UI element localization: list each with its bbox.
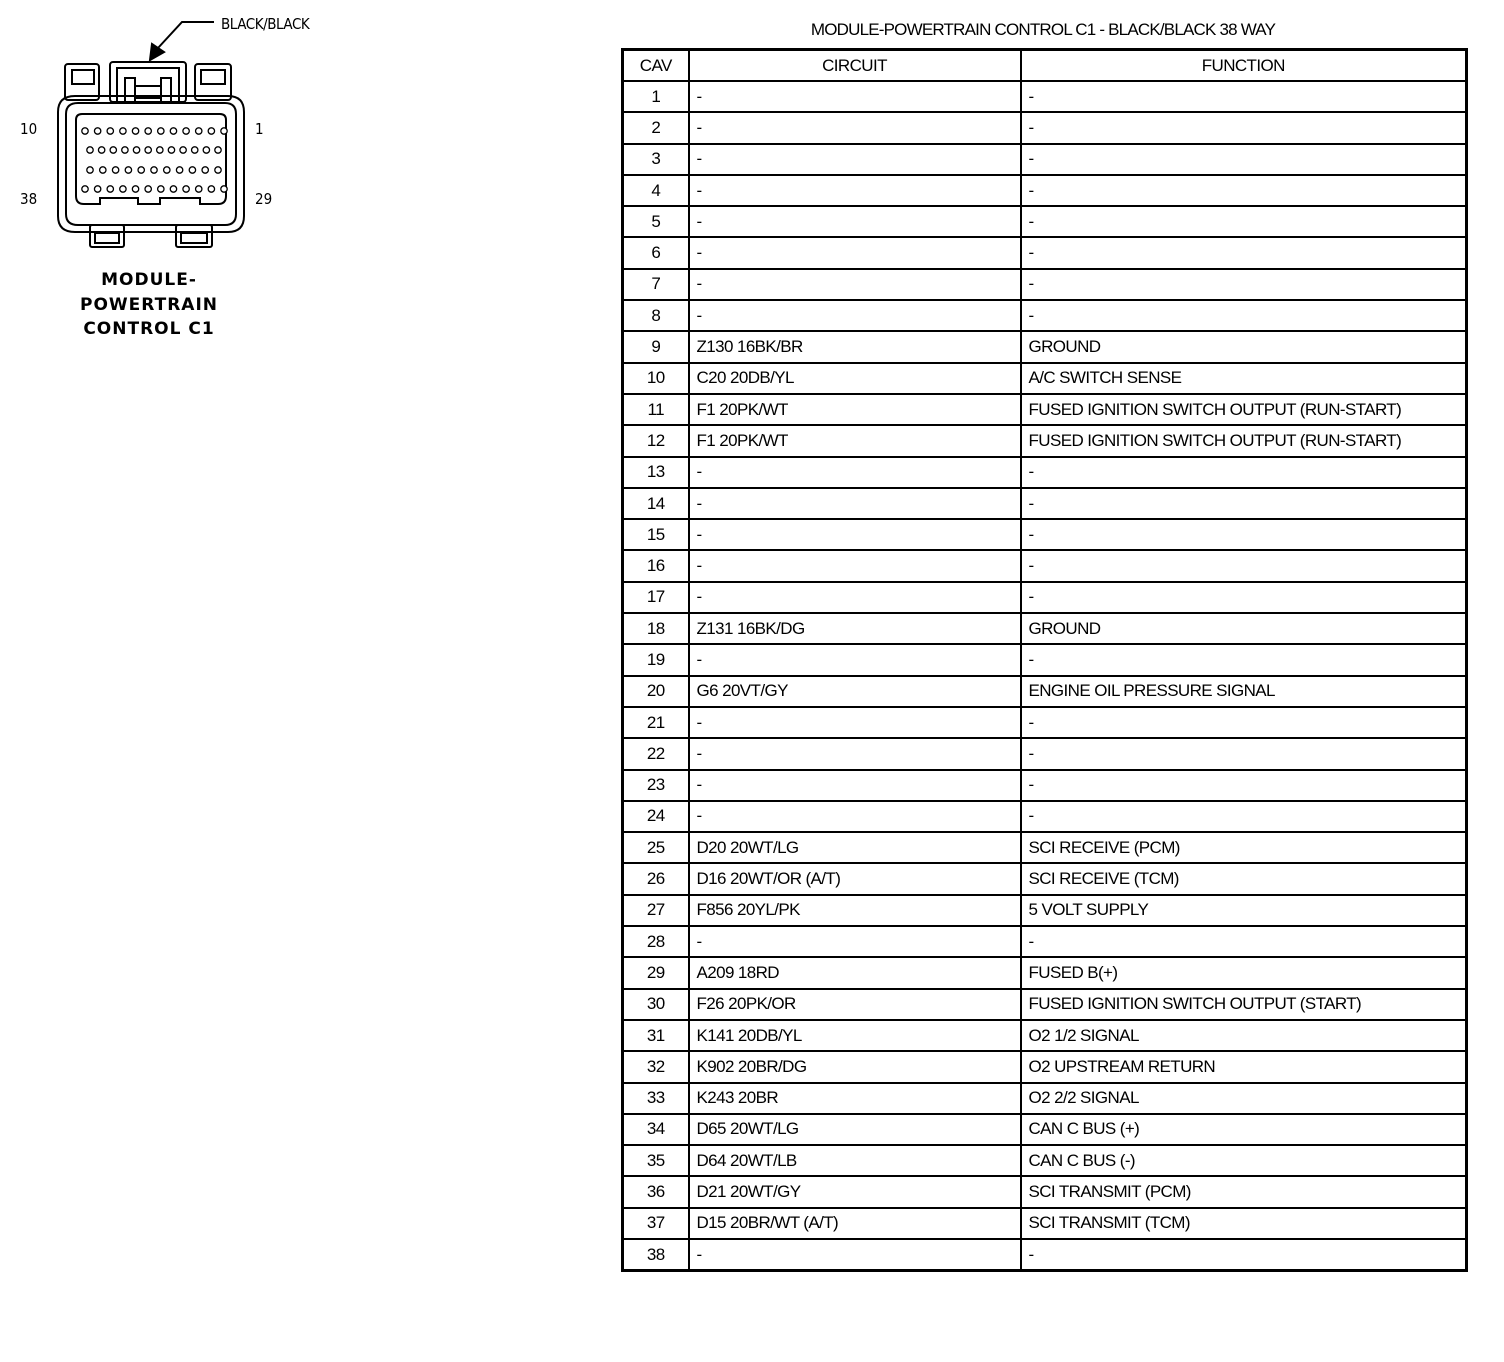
function-cell: O2 2/2 SIGNAL bbox=[1021, 1083, 1467, 1114]
function-cell: FUSED IGNITION SWITCH OUTPUT (RUN-START) bbox=[1021, 425, 1467, 456]
table-row bbox=[623, 832, 1467, 863]
connector-name-line: CONTROL C1 bbox=[83, 319, 215, 339]
pin-cavity bbox=[133, 147, 139, 153]
pin-cavity bbox=[98, 147, 104, 153]
pin-cavity bbox=[122, 147, 128, 153]
connector-body bbox=[58, 96, 244, 232]
circuit-cell: K902 20BR/DG bbox=[689, 1051, 1021, 1082]
cav-cell: 6 bbox=[623, 237, 689, 268]
cav-cell: 23 bbox=[623, 770, 689, 801]
pin-cavity bbox=[180, 147, 186, 153]
function-cell: GROUND bbox=[1021, 331, 1467, 362]
table-row bbox=[623, 144, 1467, 175]
table-row bbox=[623, 112, 1467, 143]
pin-label-top-left: 10 bbox=[20, 120, 38, 138]
function-cell: - bbox=[1021, 770, 1467, 801]
function-cell: - bbox=[1021, 206, 1467, 237]
pin-cavity bbox=[208, 128, 214, 134]
pin-cavity bbox=[192, 147, 198, 153]
table-row bbox=[623, 989, 1467, 1020]
table-row bbox=[623, 1239, 1467, 1271]
cav-cell: 3 bbox=[623, 144, 689, 175]
cav-cell: 35 bbox=[623, 1145, 689, 1176]
table-row bbox=[623, 863, 1467, 894]
pin-cavities bbox=[82, 128, 227, 192]
circuit-cell: - bbox=[689, 1239, 1021, 1271]
cav-cell: 7 bbox=[623, 269, 689, 300]
pin-cavity bbox=[82, 186, 88, 192]
leader-arrow bbox=[150, 44, 164, 60]
cav-cell: 14 bbox=[623, 488, 689, 519]
circuit-cell: - bbox=[689, 206, 1021, 237]
function-cell: - bbox=[1021, 738, 1467, 769]
table-row bbox=[623, 425, 1467, 456]
pin-cavity bbox=[82, 128, 88, 134]
circuit-cell: - bbox=[689, 738, 1021, 769]
cav-cell: 20 bbox=[623, 676, 689, 707]
table-row bbox=[623, 331, 1467, 362]
cav-cell: 25 bbox=[623, 832, 689, 863]
pin-cavity bbox=[151, 167, 157, 173]
cav-cell: 10 bbox=[623, 363, 689, 394]
table-row bbox=[623, 269, 1467, 300]
function-cell: - bbox=[1021, 269, 1467, 300]
pin-cavity bbox=[196, 128, 202, 134]
cav-cell: 17 bbox=[623, 582, 689, 613]
pin-cavity bbox=[112, 167, 118, 173]
circuit-cell: - bbox=[689, 644, 1021, 675]
circuit-cell: D64 20WT/LB bbox=[689, 1145, 1021, 1176]
function-cell: CAN C BUS (+) bbox=[1021, 1114, 1467, 1145]
cav-cell: 5 bbox=[623, 206, 689, 237]
circuit-cell: C20 20DB/YL bbox=[689, 363, 1021, 394]
cav-cell: 37 bbox=[623, 1208, 689, 1239]
function-cell: - bbox=[1021, 175, 1467, 206]
circuit-cell: - bbox=[689, 112, 1021, 143]
function-cell: - bbox=[1021, 457, 1467, 488]
cav-cell: 11 bbox=[623, 394, 689, 425]
pin-cavity bbox=[107, 128, 113, 134]
pin-cavity bbox=[208, 186, 214, 192]
pin-label-bottom-left: 38 bbox=[20, 190, 38, 208]
table-row bbox=[623, 300, 1467, 331]
pin-cavity bbox=[120, 186, 126, 192]
function-cell: - bbox=[1021, 81, 1467, 112]
cav-cell: 18 bbox=[623, 613, 689, 644]
table-row bbox=[623, 1208, 1467, 1239]
cav-cell: 24 bbox=[623, 801, 689, 832]
function-cell: - bbox=[1021, 582, 1467, 613]
function-cell: - bbox=[1021, 801, 1467, 832]
circuit-cell: - bbox=[689, 707, 1021, 738]
cav-cell: 31 bbox=[623, 1020, 689, 1051]
pin-cavity bbox=[183, 128, 189, 134]
table-row bbox=[623, 394, 1467, 425]
table-row bbox=[623, 707, 1467, 738]
table-row bbox=[623, 81, 1467, 112]
cav-cell: 33 bbox=[623, 1083, 689, 1114]
leader-line bbox=[158, 22, 214, 48]
table-row bbox=[623, 957, 1467, 988]
circuit-cell: - bbox=[689, 269, 1021, 300]
function-cell: O2 UPSTREAM RETURN bbox=[1021, 1051, 1467, 1082]
table-row bbox=[623, 582, 1467, 613]
connector-name bbox=[60, 268, 238, 342]
function-cell: - bbox=[1021, 707, 1467, 738]
function-cell: - bbox=[1021, 550, 1467, 581]
cav-cell: 22 bbox=[623, 738, 689, 769]
circuit-cell: D20 20WT/LG bbox=[689, 832, 1021, 863]
pin-cavity bbox=[100, 167, 106, 173]
table-row bbox=[623, 488, 1467, 519]
pin-cavity bbox=[215, 167, 221, 173]
pin-cavity bbox=[158, 128, 164, 134]
cav-cell: 16 bbox=[623, 550, 689, 581]
circuit-cell: F856 20YL/PK bbox=[689, 895, 1021, 926]
cav-cell: 38 bbox=[623, 1239, 689, 1271]
function-cell: - bbox=[1021, 519, 1467, 550]
pin-cavity bbox=[221, 128, 227, 134]
table-row bbox=[623, 1176, 1467, 1207]
pin-cavity bbox=[221, 186, 227, 192]
pin-cavity bbox=[87, 167, 93, 173]
circuit-cell: F26 20PK/OR bbox=[689, 989, 1021, 1020]
circuit-cell: D15 20BR/WT (A/T) bbox=[689, 1208, 1021, 1239]
pin-cavity bbox=[176, 167, 182, 173]
pin-cavity bbox=[107, 186, 113, 192]
pin-cavity bbox=[196, 186, 202, 192]
table-row bbox=[623, 1020, 1467, 1051]
header-cav: CAV bbox=[623, 50, 689, 82]
function-cell: FUSED B(+) bbox=[1021, 957, 1467, 988]
table-row bbox=[623, 926, 1467, 957]
pin-cavity bbox=[168, 147, 174, 153]
function-cell: SCI TRANSMIT (PCM) bbox=[1021, 1176, 1467, 1207]
function-cell: ENGINE OIL PRESSURE SIGNAL bbox=[1021, 676, 1467, 707]
function-cell: - bbox=[1021, 488, 1467, 519]
function-cell: - bbox=[1021, 112, 1467, 143]
table-row bbox=[623, 895, 1467, 926]
table-row bbox=[623, 1051, 1467, 1082]
function-cell: A/C SWITCH SENSE bbox=[1021, 363, 1467, 394]
header-circuit: CIRCUIT bbox=[689, 50, 1021, 82]
cav-cell: 21 bbox=[623, 707, 689, 738]
table-row bbox=[623, 738, 1467, 769]
header-function: FUNCTION bbox=[1021, 50, 1467, 82]
pin-cavity bbox=[164, 167, 170, 173]
pin-cavity bbox=[170, 186, 176, 192]
table-row bbox=[623, 519, 1467, 550]
circuit-cell: - bbox=[689, 457, 1021, 488]
function-cell: SCI RECEIVE (TCM) bbox=[1021, 863, 1467, 894]
function-cell: 5 VOLT SUPPLY bbox=[1021, 895, 1467, 926]
cav-cell: 26 bbox=[623, 863, 689, 894]
cav-cell: 28 bbox=[623, 926, 689, 957]
cav-cell: 32 bbox=[623, 1051, 689, 1082]
table-row bbox=[623, 1083, 1467, 1114]
table-row bbox=[623, 175, 1467, 206]
pin-cavity bbox=[203, 147, 209, 153]
function-cell: GROUND bbox=[1021, 613, 1467, 644]
cav-cell: 15 bbox=[623, 519, 689, 550]
pin-cavity bbox=[183, 186, 189, 192]
pin-cavity bbox=[145, 128, 151, 134]
cav-cell: 1 bbox=[623, 81, 689, 112]
cav-cell: 36 bbox=[623, 1176, 689, 1207]
wire-color-label: BLACK/BLACK bbox=[221, 15, 310, 33]
function-cell: - bbox=[1021, 144, 1467, 175]
function-cell: CAN C BUS (-) bbox=[1021, 1145, 1467, 1176]
pin-cavity bbox=[158, 186, 164, 192]
table-row bbox=[623, 363, 1467, 394]
table-row bbox=[623, 237, 1467, 268]
circuit-cell: D21 20WT/GY bbox=[689, 1176, 1021, 1207]
pin-cavity bbox=[215, 147, 221, 153]
table-row bbox=[623, 644, 1467, 675]
cav-cell: 13 bbox=[623, 457, 689, 488]
table-row bbox=[623, 1145, 1467, 1176]
function-cell: SCI TRANSMIT (TCM) bbox=[1021, 1208, 1467, 1239]
cav-cell: 19 bbox=[623, 644, 689, 675]
circuit-cell: D65 20WT/LG bbox=[689, 1114, 1021, 1145]
table-header-row bbox=[623, 50, 1467, 82]
pin-cavity bbox=[94, 186, 100, 192]
cav-cell: 4 bbox=[623, 175, 689, 206]
circuit-cell: F1 20PK/WT bbox=[689, 394, 1021, 425]
connector-name-line: POWERTRAIN bbox=[80, 294, 218, 315]
table-row bbox=[623, 457, 1467, 488]
function-cell: - bbox=[1021, 926, 1467, 957]
circuit-cell: - bbox=[689, 175, 1021, 206]
circuit-cell: D16 20WT/OR (A/T) bbox=[689, 863, 1021, 894]
function-cell: - bbox=[1021, 1239, 1467, 1271]
cav-cell: 8 bbox=[623, 300, 689, 331]
pin-cavity bbox=[94, 128, 100, 134]
circuit-cell: Z130 16BK/BR bbox=[689, 331, 1021, 362]
function-cell: FUSED IGNITION SWITCH OUTPUT (START) bbox=[1021, 989, 1467, 1020]
pin-label-top-right: 1 bbox=[255, 120, 264, 138]
pin-cavity bbox=[145, 186, 151, 192]
cav-cell: 12 bbox=[623, 425, 689, 456]
table-row bbox=[623, 550, 1467, 581]
circuit-cell: K141 20DB/YL bbox=[689, 1020, 1021, 1051]
table-row bbox=[623, 676, 1467, 707]
circuit-cell: - bbox=[689, 926, 1021, 957]
circuit-cell: - bbox=[689, 550, 1021, 581]
cav-cell: 27 bbox=[623, 895, 689, 926]
pin-cavity bbox=[138, 167, 144, 173]
function-cell: - bbox=[1021, 300, 1467, 331]
circuit-cell: G6 20VT/GY bbox=[689, 676, 1021, 707]
cav-cell: 9 bbox=[623, 331, 689, 362]
function-cell: - bbox=[1021, 237, 1467, 268]
pin-cavity bbox=[132, 128, 138, 134]
cav-cell: 2 bbox=[623, 112, 689, 143]
pin-cavity bbox=[189, 167, 195, 173]
circuit-cell: - bbox=[689, 144, 1021, 175]
pin-cavity bbox=[145, 147, 151, 153]
connector-name-line: MODULE- bbox=[101, 270, 197, 290]
cav-cell: 29 bbox=[623, 957, 689, 988]
function-cell: FUSED IGNITION SWITCH OUTPUT (RUN-START) bbox=[1021, 394, 1467, 425]
circuit-cell: F1 20PK/WT bbox=[689, 425, 1021, 456]
circuit-cell: K243 20BR bbox=[689, 1083, 1021, 1114]
cav-cell: 30 bbox=[623, 989, 689, 1020]
table-row bbox=[623, 770, 1467, 801]
circuit-cell: - bbox=[689, 81, 1021, 112]
table-row bbox=[623, 801, 1467, 832]
pin-cavity bbox=[157, 147, 163, 153]
pin-cavity bbox=[110, 147, 116, 153]
pin-cavity bbox=[132, 186, 138, 192]
pin-label-bottom-right: 29 bbox=[255, 190, 273, 208]
pin-cavity bbox=[120, 128, 126, 134]
table-title: MODULE-POWERTRAIN CONTROL C1 - BLACK/BLACK 38 WAY bbox=[810, 20, 1276, 39]
table-row bbox=[623, 613, 1467, 644]
circuit-cell: Z131 16BK/DG bbox=[689, 613, 1021, 644]
circuit-cell: - bbox=[689, 488, 1021, 519]
circuit-cell: - bbox=[689, 770, 1021, 801]
pin-cavity bbox=[202, 167, 208, 173]
pinout-table bbox=[621, 48, 1468, 1272]
table-row bbox=[623, 1114, 1467, 1145]
table-row bbox=[623, 206, 1467, 237]
cav-cell: 34 bbox=[623, 1114, 689, 1145]
pin-cavity bbox=[170, 128, 176, 134]
circuit-cell: - bbox=[689, 300, 1021, 331]
circuit-cell: - bbox=[689, 237, 1021, 268]
circuit-cell: - bbox=[689, 519, 1021, 550]
circuit-cell: - bbox=[689, 801, 1021, 832]
pin-cavity bbox=[87, 147, 93, 153]
pin-cavity bbox=[125, 167, 131, 173]
circuit-cell: A209 18RD bbox=[689, 957, 1021, 988]
function-cell: SCI RECEIVE (PCM) bbox=[1021, 832, 1467, 863]
function-cell: O2 1/2 SIGNAL bbox=[1021, 1020, 1467, 1051]
circuit-cell: - bbox=[689, 582, 1021, 613]
function-cell: - bbox=[1021, 644, 1467, 675]
